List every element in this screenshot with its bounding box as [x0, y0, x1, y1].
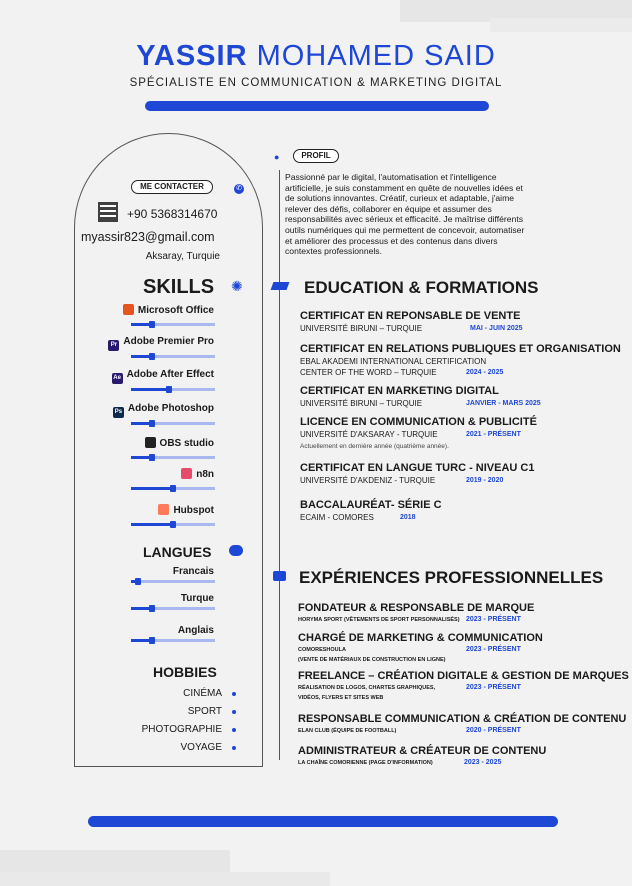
- experience-company: (VENTE DE MATÉRIAUX DE CONSTRUCTION EN LIGNE): [298, 657, 446, 663]
- experience-date: 2020 - PRÉSENT: [466, 727, 521, 734]
- education-institution: UNIVERSITÉ D'AKSARAY - TURQUIE: [300, 430, 438, 439]
- aftereffects-icon: Ae: [112, 373, 123, 384]
- education-title: BACCALAURÉAT- SÉRIE C: [300, 499, 442, 511]
- phone-number[interactable]: +90 5368314670: [127, 207, 218, 221]
- profile-line: contextes professionnels.: [285, 246, 382, 257]
- education-title: CERTIFICAT EN MARKETING DIGITAL: [300, 385, 499, 397]
- skill-label: [181, 468, 214, 480]
- education-title: CERTIFICAT EN REPONSABLE DE VENTE: [300, 310, 521, 322]
- skill-slider: [131, 456, 215, 459]
- education-date: JANVIER - MARS 2025: [466, 400, 541, 407]
- skill-name: Adobe Photoshop: [127, 403, 214, 414]
- language-name: Turque: [180, 593, 214, 604]
- skill-name: OBS studio: [159, 438, 214, 449]
- speech-bubble-icon: [229, 545, 243, 556]
- skill-slider: [131, 523, 215, 526]
- first-name: YASSIR: [136, 40, 248, 72]
- profile-line: Passionné par le digital, l'automatisation et l'intelligence: [285, 172, 497, 182]
- user-icon: ●: [274, 152, 280, 162]
- qr-code-icon: [98, 202, 118, 222]
- job-title: SPÉCIALISTE EN COMMUNICATION & MARKETING DIGITAL: [129, 77, 503, 89]
- skill-slider: [131, 422, 215, 425]
- skill-label: [112, 369, 214, 384]
- graduation-cap-icon: [271, 282, 290, 290]
- language-slider-knob[interactable]: [135, 578, 141, 585]
- hubspot-icon: [158, 504, 169, 515]
- bullet-icon: [232, 710, 236, 714]
- skill-slider-fill: [131, 487, 173, 490]
- experience-title: CHARGÉ DE MARKETING & COMMUNICATION: [298, 632, 543, 644]
- education-institution: ECAIM - COMORES: [300, 513, 374, 522]
- corner-decoration-top-2: [490, 18, 632, 32]
- education-institution: CENTER OF THE WORD – TURQUIE: [300, 368, 437, 377]
- skill-slider: [131, 355, 215, 358]
- email-address[interactable]: myassir823@gmail.com: [81, 230, 215, 244]
- contact-label: ME CONTACTER: [131, 180, 213, 194]
- language-slider: [131, 639, 215, 642]
- skill-slider: [131, 487, 215, 490]
- language-slider-knob[interactable]: [149, 637, 155, 644]
- bullet-icon: [232, 746, 236, 750]
- last-name: MOHAMED SAID: [256, 40, 496, 72]
- skill-name: Adobe After Effect: [126, 369, 214, 380]
- skill-slider-knob[interactable]: [170, 521, 176, 528]
- experience-title: EXPÉRIENCES PROFESSIONNELLES: [299, 568, 604, 587]
- skill-slider-knob[interactable]: [166, 386, 172, 393]
- experience-company: RÉALISATION DE LOGOS, CHARTES GRAPHIQUES,: [298, 685, 436, 691]
- profile-line: outils numériques qui me permettent de concevoir, automatiser: [285, 225, 525, 235]
- education-date: MAI - JUIN 2025: [470, 325, 523, 332]
- education-institution: UNIVERSITÉ BIRUNI – TURQUIE: [300, 324, 423, 333]
- experience-title: RESPONSABLE COMMUNICATION & CRÉATION DE CONTENU: [298, 713, 627, 725]
- experience-company: VIDÉOS, FLYERS ET SITES WEB: [298, 695, 384, 701]
- skill-slider-knob[interactable]: [149, 454, 155, 461]
- education-date: 2021 - PRÉSENT: [466, 431, 521, 438]
- profile-line: relever des défis, collaborer en équipe et assumer des: [285, 203, 492, 214]
- education-date: 2018: [400, 514, 416, 521]
- skill-name: Hubspot: [173, 505, 214, 516]
- profile-line: et améliorer des processus et des contenus dans divers: [285, 235, 498, 246]
- hobby-item: PHOTOGRAPHIE: [141, 724, 222, 735]
- header-accent-bar: [145, 101, 489, 111]
- education-institution: EBAL AKADEMI INTERNATIONAL CERTIFICATION: [300, 357, 487, 366]
- skill-label: [113, 403, 214, 418]
- timeline-line: [279, 170, 280, 760]
- skill-name: Adobe Premier Pro: [123, 336, 214, 347]
- skill-slider-knob[interactable]: [149, 420, 155, 427]
- phone-icon: ✆: [234, 184, 244, 194]
- experience-title: FREELANCE – CRÉATION DIGITALE & GESTION DE MARQUES: [298, 670, 629, 682]
- experience-date: 2023 - PRÉSENT: [466, 646, 521, 653]
- n8n-icon: [181, 468, 192, 479]
- skill-label: [123, 304, 214, 316]
- education-institution: UNIVERSITÉ D'AKDENIZ - TURQUIE: [300, 476, 436, 485]
- language-slider-knob[interactable]: [149, 605, 155, 612]
- footer-accent-bar: [88, 816, 558, 827]
- education-title: CERTIFICAT EN LANGUE TURC - NIVEAU C1: [300, 462, 535, 474]
- briefcase-icon: [273, 571, 286, 581]
- experience-company: HORYMA SPORT (VÊTEMENTS DE SPORT PERSONNALISÉS): [298, 617, 460, 623]
- photoshop-icon: Ps: [113, 407, 124, 418]
- skill-slider-fill: [131, 388, 169, 391]
- hobby-item: CINÉMA: [183, 688, 222, 699]
- education-date: 2024 - 2025: [466, 369, 504, 376]
- skill-slider: [131, 323, 215, 326]
- experience-title: ADMINISTRATEUR & CRÉATEUR DE CONTENU: [298, 745, 547, 757]
- education-note: Actuellement en dernière année (quatrième année).: [300, 443, 449, 450]
- skill-slider-knob[interactable]: [149, 353, 155, 360]
- language-slider: [131, 607, 215, 610]
- skill-label: [145, 437, 214, 449]
- skill-name: Microsoft Office: [137, 305, 214, 316]
- experience-date: 2023 - 2025: [464, 759, 502, 766]
- skill-name: n8n: [196, 469, 214, 480]
- bullet-icon: [232, 692, 236, 696]
- education-title: LICENCE EN COMMUNICATION & PUBLICITÉ: [300, 416, 537, 428]
- education-title: EDUCATION & FORMATIONS: [304, 278, 539, 297]
- experience-company: ELAN CLUB (ÉQUIPE DE FOOTBALL): [298, 728, 397, 734]
- skill-slider-fill: [131, 523, 173, 526]
- languages-title: LANGUES: [143, 544, 212, 560]
- language-name: Francais: [172, 566, 214, 577]
- full-name: [0, 40, 632, 73]
- obs-icon: [145, 437, 156, 448]
- location: Aksaray, Turquie: [145, 251, 220, 262]
- education-institution: UNIVERSITÉ BIRUNI – TURQUIE: [300, 399, 423, 408]
- lightbulb-icon: ✺: [231, 278, 243, 294]
- profile-line: de solutions innovantes. Créatif, curieux et adaptable, j'aime: [285, 193, 515, 204]
- skill-slider-knob[interactable]: [149, 321, 155, 328]
- skill-slider: [131, 388, 215, 391]
- premiere-icon: Pr: [108, 340, 119, 351]
- profile-label: PROFIL: [293, 149, 339, 163]
- skill-label: [108, 336, 214, 351]
- corner-decoration-bottom-2: [0, 872, 330, 886]
- experience-company: LA CHAÎNE COMORIENNE (PAGE D'INFORMATION): [298, 760, 433, 766]
- hobbies-title: HOBBIES: [153, 664, 217, 680]
- language-slider: [131, 580, 215, 583]
- profile-line: responsabilités avec sérieux et efficacité. Je maîtrise différents: [285, 214, 524, 225]
- hobby-item: SPORT: [187, 706, 222, 717]
- skill-slider-knob[interactable]: [170, 485, 176, 492]
- experience-date: 2023 - PRÉSENT: [466, 616, 521, 623]
- skills-title: SKILLS: [143, 276, 215, 298]
- experience-date: 2023 - PRÉSENT: [466, 684, 521, 691]
- education-date: 2019 - 2020: [466, 477, 504, 484]
- skill-label: [158, 504, 214, 516]
- education-title: CERTIFICAT EN RELATIONS PUBLIQUES ET ORGANISATION: [300, 343, 621, 355]
- office-icon: [123, 304, 134, 315]
- profile-line: artificielle, je suis constamment en quête de nouvelles idées et: [285, 182, 523, 193]
- bullet-icon: [232, 728, 236, 732]
- experience-company: COMORESHOULA: [298, 647, 346, 653]
- hobby-item: VOYAGE: [180, 742, 222, 753]
- experience-title: FONDATEUR & RESPONSABLE DE MARQUE: [298, 602, 535, 614]
- language-name: Anglais: [177, 625, 214, 636]
